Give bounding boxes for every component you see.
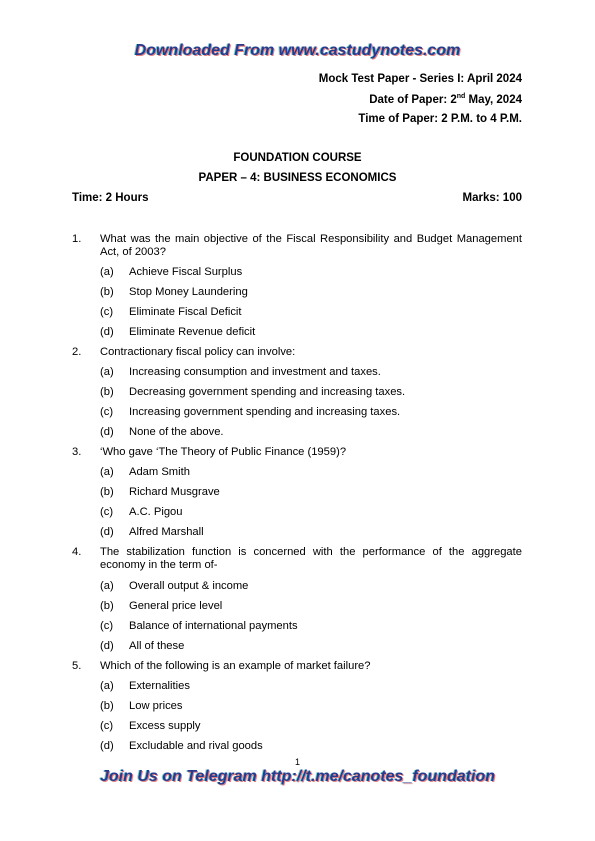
option-label: (c) [100, 506, 114, 518]
series-line: Mock Test Paper - Series I: April 2024 [318, 73, 522, 85]
option-text: Adam Smith [129, 466, 190, 478]
question-number: 2. [72, 346, 82, 358]
course-title: FOUNDATION COURSE [233, 152, 362, 164]
option-label: (b) [100, 386, 114, 398]
date-suffix: May, 2024 [465, 93, 522, 106]
option-text: Eliminate Revenue deficit [129, 326, 256, 338]
option-text: Alfred Marshall [129, 526, 204, 538]
option-label: (c) [100, 406, 114, 418]
option-text: Increasing government spending and increasing taxes. [129, 406, 401, 418]
option-text: General price level [129, 600, 223, 612]
question-text: Contractionary fiscal policy can involve: [100, 346, 296, 358]
option-text: Richard Musgrave [129, 486, 220, 498]
option-text: Externalities [129, 680, 190, 692]
option-label: (a) [100, 580, 114, 592]
option-text: A.C. Pigou [129, 506, 183, 518]
option-text: None of the above. [129, 426, 224, 438]
page-number: 1 [294, 757, 300, 767]
telegram-banner: Join Us on Telegram http://t.me/canotes_foundation [100, 768, 495, 785]
date-prefix: Date of Paper: 2 [369, 93, 457, 106]
question-text: What was the main objective of the Fiscal Responsibility and Budget Management Act, of 2003? [100, 233, 522, 258]
option-label: (c) [100, 620, 114, 632]
question-text: The stabilization function is concerned with the performance of the aggregate economy in the term of- [100, 546, 522, 571]
question-text: Which of the following is an example of market failure? [100, 660, 371, 672]
option-label: (a) [100, 266, 114, 278]
option-text: Excess supply [129, 720, 201, 732]
option-text: Low prices [129, 700, 183, 712]
option-text: Decreasing government spending and increasing taxes. [129, 386, 406, 398]
question-number: 5. [72, 660, 82, 672]
option-label: (b) [100, 486, 114, 498]
option-label: (d) [100, 740, 114, 752]
option-text: Overall output & income [129, 580, 249, 592]
option-label: (b) [100, 700, 114, 712]
duration: Time: 2 Hours [72, 192, 149, 204]
option-label: (a) [100, 680, 114, 692]
question-number: 1. [72, 233, 82, 245]
option-label: (a) [100, 466, 114, 478]
date-ordinal: nd [456, 93, 466, 100]
question-number: 4. [72, 546, 82, 558]
option-text: Excludable and rival goods [129, 740, 263, 752]
option-label: (c) [100, 306, 114, 318]
time-of-paper: Time of Paper: 2 P.M. to 4 P.M. [358, 113, 522, 125]
marks: Marks: 100 [462, 192, 522, 204]
option-label: (b) [100, 286, 114, 298]
option-label: (a) [100, 366, 114, 378]
question-number: 3. [72, 446, 82, 458]
option-text: All of these [129, 640, 185, 652]
option-label: (d) [100, 426, 114, 438]
option-text: Achieve Fiscal Surplus [129, 266, 243, 278]
option-label: (d) [100, 326, 114, 338]
option-text: Eliminate Fiscal Deficit [129, 306, 242, 318]
option-label: (d) [100, 640, 114, 652]
option-label: (d) [100, 526, 114, 538]
question-text: ‘Who gave ‘The Theory of Public Finance (1959)? [100, 446, 347, 458]
option-label: (c) [100, 720, 114, 732]
option-label: (b) [100, 600, 114, 612]
date-line [369, 93, 522, 106]
option-text: Balance of international payments [129, 620, 298, 632]
option-text: Stop Money Laundering [129, 286, 248, 298]
option-text: Increasing consumption and investment and taxes. [129, 366, 381, 378]
download-banner: Downloaded From www.castudynotes.com [134, 42, 461, 59]
paper-title: PAPER – 4: BUSINESS ECONOMICS [198, 172, 397, 184]
